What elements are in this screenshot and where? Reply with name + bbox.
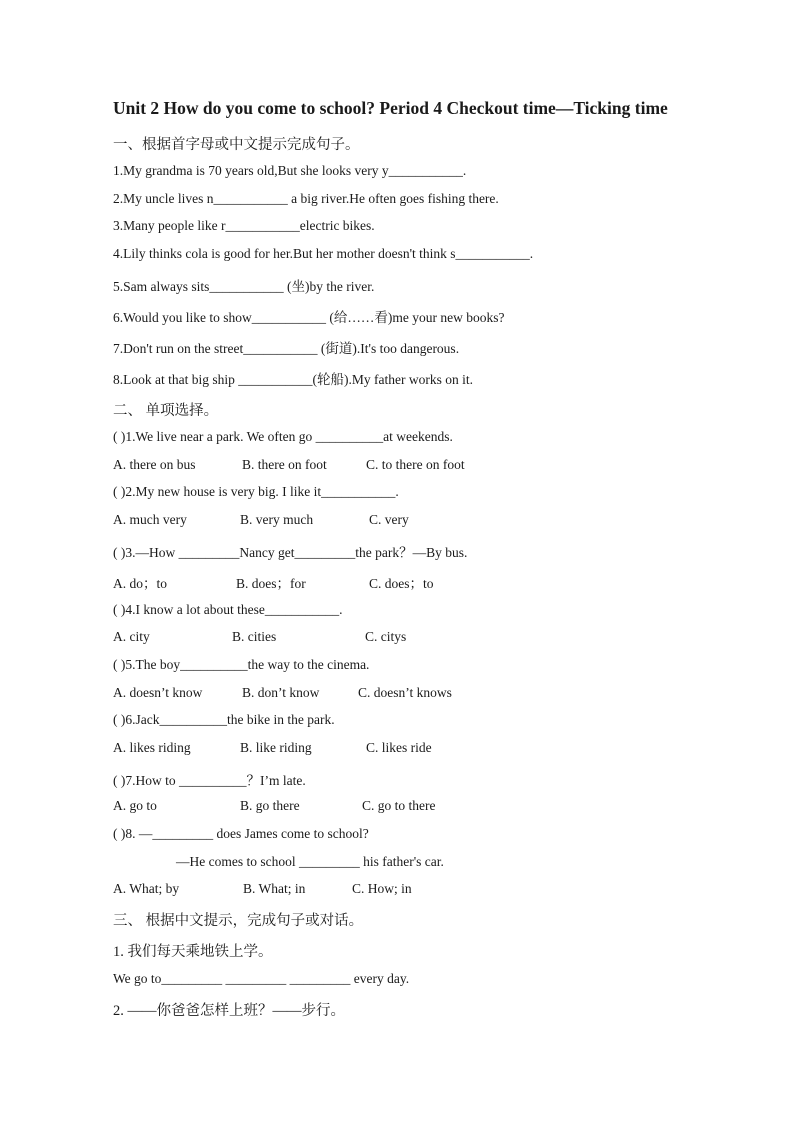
q6-option-a: A. likes riding xyxy=(113,740,191,755)
q1-option-a: A. there on bus xyxy=(113,457,196,472)
question-3: ( )3.—How _________Nancy get_________the park？—By bus. xyxy=(113,545,468,560)
question-4: ( )4.I know a lot about these___________. xyxy=(113,602,343,617)
section1-item-3: 3.Many people like r___________electric bikes. xyxy=(113,218,375,233)
page-title: Unit 2 How do you come to school? Period 4 Checkout time—Ticking time xyxy=(113,98,668,118)
q5-option-c: C. doesn’t knows xyxy=(358,685,452,700)
q3-option-b: B. does；for xyxy=(236,576,306,591)
q3-option-a: A. do；to xyxy=(113,576,167,591)
section1-item-2: 2.My uncle lives n___________ a big river.He often goes fishing there. xyxy=(113,191,499,206)
question-7: ( )7.How to __________？I’m late. xyxy=(113,773,306,788)
q2-option-c: C. very xyxy=(369,512,409,527)
q7-option-c: C. go to there xyxy=(362,798,436,813)
section2-heading: 二、 单项选择。 xyxy=(113,403,219,419)
q8-option-b: B. What; in xyxy=(243,881,306,896)
section1-item-8: 8.Look at that big ship ___________(轮船).My father works on it. xyxy=(113,372,473,387)
question-5: ( )5.The boy__________the way to the cinema. xyxy=(113,657,370,672)
question-8-reply: —He comes to school _________ his father's car. xyxy=(176,854,444,869)
section3-heading: 三、 根据中文提示，完成句子或对话。 xyxy=(113,913,364,929)
q2-option-a: A. much very xyxy=(113,512,187,527)
section1-item-5: 5.Sam always sits___________ (坐)by the river. xyxy=(113,279,375,294)
q8-option-a: A. What; by xyxy=(113,881,180,896)
q3-option-c: C. does；to xyxy=(369,576,434,591)
section3-item-2: 2. ——你爸爸怎样上班？——步行。 xyxy=(113,1003,345,1019)
section1-item-7: 7.Don't run on the street___________ (街道).It's too dangerous. xyxy=(113,341,460,356)
section1-heading: 一、根据首字母或中文提示完成句子。 xyxy=(113,137,360,153)
q4-option-c: C. citys xyxy=(365,629,407,644)
section1-item-4: 4.Lily thinks cola is good for her.But her mother doesn't think s___________. xyxy=(113,246,534,261)
q5-option-b: B. don’t know xyxy=(242,685,320,700)
section1-item-6: 6.Would you like to show___________ (给……看)me your new books? xyxy=(113,310,505,325)
q6-option-c: C. likes ride xyxy=(366,740,432,755)
question-6: ( )6.Jack__________the bike in the park. xyxy=(113,712,335,727)
q1-option-c: C. to there on foot xyxy=(366,457,465,472)
section3-item-1-answer: We go to_________ _________ _________ every day. xyxy=(113,971,410,986)
q5-option-a: A. doesn’t know xyxy=(113,685,203,700)
q8-option-c: C. How; in xyxy=(352,881,412,896)
section1-item-1: 1.My grandma is 70 years old,But she looks very y___________. xyxy=(113,163,467,178)
q1-option-b: B. there on foot xyxy=(242,457,327,472)
q6-option-b: B. like riding xyxy=(240,740,312,755)
question-1: ( )1.We live near a park. We often go __________at weekends. xyxy=(113,429,453,444)
q7-option-b: B. go there xyxy=(240,798,300,813)
q7-option-a: A. go to xyxy=(113,798,157,813)
q4-option-a: A. city xyxy=(113,629,150,644)
q4-option-b: B. cities xyxy=(232,629,277,644)
q2-option-b: B. very much xyxy=(240,512,314,527)
section3-item-1: 1. 我们每天乘地铁上学。 xyxy=(113,944,273,960)
question-2: ( )2.My new house is very big. I like it___________. xyxy=(113,484,399,499)
question-8: ( )8. —_________ does James come to school? xyxy=(113,826,369,841)
